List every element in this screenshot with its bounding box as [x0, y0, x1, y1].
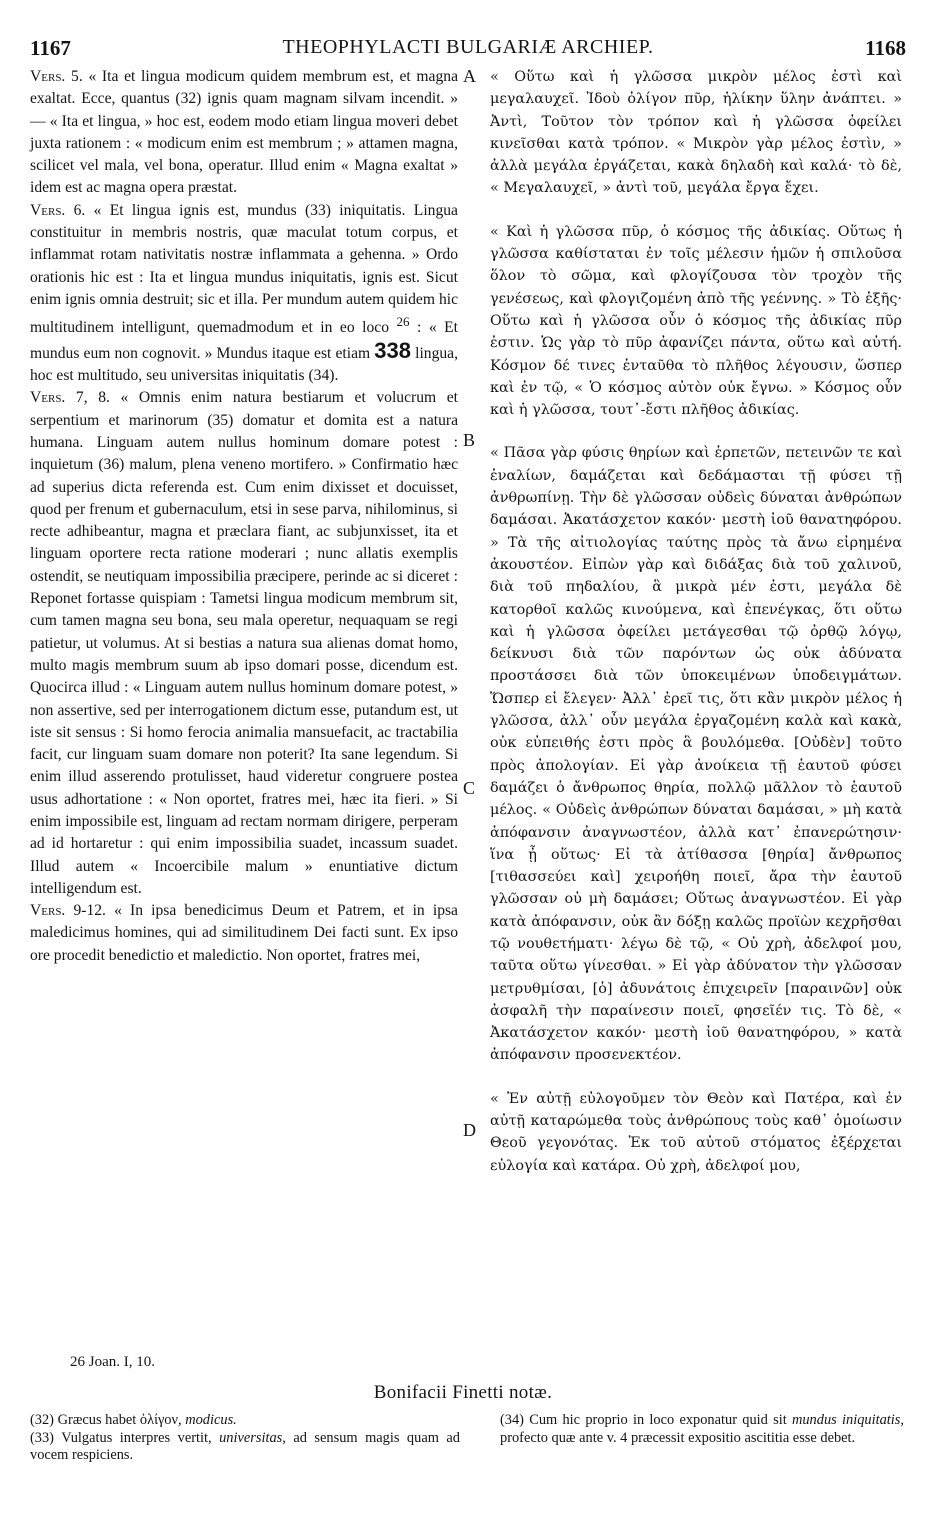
greek-paragraph: « Οὕτω καὶ ἡ γλῶσσα μικρὸν μέλος ἐστὶ καὶ μεγαλαυχεῖ. Ἰδοὺ ὀλίγον πῦρ, ἡλίκην ὕλην ἀνάπτει. » Ἀντὶ, Τοῦτον τὸν τρόπον καὶ ἡ γλῶσσα ὀφείλει κινεῖσθαι κατὰ τρόπον. « Μικρὸν γὰρ μέλος ἐστὶν, » ἀλλὰ μεγάλα ἐργάζεται, κακὰ δηλαδὴ καὶ καλά· τὸ δὲ, « Μεγαλαυχεῖ, » ἀντὶ τοῦ, μεγάλα ἔργα ἔχει.	[490, 69, 902, 197]
latin-column	[30, 66, 458, 967]
note-text: (32) Græcus habet	[30, 1412, 140, 1428]
latin-paragraph	[30, 66, 458, 200]
greek-paragraph: « Καὶ ἡ γλῶσσα πῦρ, ὁ κόσμος τῆς ἀδικίας. Οὕτως ἡ γλῶσσα καθίσταται ἐν τοῖς μέλεσιν ἡμῶν ἡ σπιλοῦσα ὅλον τὸ σῶμα, καὶ φλογίζουσα τὸν τροχὸν τῆς γενέσεως, καὶ φλογιζομένη ἀπὸ τῆς γεέννης. » Τὸ ἑξῆς· Οὕτω καὶ ἡ γλῶσσα οὖν ὁ κόσμος τῆς ἀδικίας πῦρ ἐστιν. Ὡς γὰρ τὸ πῦρ ἀφανίζει πάντα, οὕτω καὶ αὐτή. Κόσμον δέ τινες ἐνταῦθα τὸ πλῆθος λέγουσιν, ὥσπερ καὶ ἐν τῷ, « Ὁ κόσμος αὐτὸν οὐκ ἔγνω. » Κόσμος οὖν καὶ ἡ γλῶσσα, τουτ᾽-ἔστι πλῆθος ἀδικίας.	[490, 223, 902, 419]
note-greek-word: ὀλίγον	[139, 1412, 179, 1428]
verse-ref: Vers. 9-12.	[30, 902, 106, 920]
greek-column	[490, 66, 902, 1198]
margin-letter-c: C	[463, 778, 476, 798]
latin-text: « Et lingua ignis est, mundus (33) iniquitatis. Lingua constituitur in membris nostris, quæ maculat totum corpus, et inflammat rotam nativitatis nostræ inflammata a gehenna. » Ordo orationis hic est : Ita et lingua mundus iniquitatis, ignis est. Sicut enim ignis omnia destruit; sic et illa. Per mundum autem quidem hic multitudinem intelligunt, quemadmodum et in eo loco	[30, 201, 458, 337]
note-emphasis: universitas	[219, 1429, 283, 1446]
verse-ref: Vers. 7, 8.	[30, 389, 110, 407]
margin-letter-b: B	[463, 430, 476, 450]
greek-paragraph: « Ἐν αὐτῇ εὐλογοῦμεν τὸν Θεὸν καὶ Πατέρα, καὶ ἐν αὐτῇ καταρώμεθα τοὺς ἀνθρώπους τοὺς καθ᾽ ὁμοίωσιν Θεοῦ γεγονότας. Ἐκ τοῦ αὐτοῦ στόματος ἐξέρχεται εὐλογία καὶ κατάρα. Οὐ χρὴ, ἀδελφοί μου,	[490, 1090, 902, 1174]
margin-letter-a: A	[463, 66, 476, 86]
note-34	[500, 1412, 904, 1447]
verse-ref: Vers. 6.	[30, 201, 86, 219]
note-32	[30, 1412, 460, 1430]
latin-text: « Omnis enim natura bestiarum et volucrum et serpentium et marinorum (35) domatur et domita est a natura humana. Linguam autem nullus hominum domare potest : inquietum (36) malum, plena veneno mortifero. » Confirmatio hæc ad superius dicta referenda est. Cum enim dixisset et docuisset, quod per frenum et gubernaculum, etsi in sese parva, nihilominus, si recte adhibeantur, magna et præclara fiant, ac subjunxisset, ita et linguam oportere recta ratione moderari ; nunc allatis exemplis ostendit, se neutiquam impossibilia præcipere, perinde ac si diceret : Reponet fortasse quispiam : Tametsi lingua modicum membrum sit, cum tamen magna seu bona, seu mala operetur, nequaquam se regi patietur, ut volumus. At si bestias a natura sua alienas domat homo, multo magis membrum suum ab ipso domari posse, dicendum est. Quocirca illud : « Linguam autem nullus hominum domare potest, » non assertive, sed per interrogationem dictum esse, putandum est, ut iste sit sensus : Si homo ferocia animalia mansuefacit, ac tractabilia facit, cur linguam suam domare non poterit? Ita sane legendum. Si enim illud asserendo protulisset, haud videretur congruere postea usus adhortatione : « Non oportet, fratres mei, hæc ita fieri. » Si enim impossibile est, linguam ad rectam normam dirigere, perperam ad id hortaretur : qui enim impossibilia suadet, incassum suadet. Illud autem « Incoercibile malum » enuntiative dictum intelligendum est.	[30, 389, 458, 897]
note-33	[30, 1430, 460, 1465]
running-header	[30, 32, 906, 66]
latin-text: « In ipsa benedicimus Deum et Patrem, et in ipsa maledicimus homines, qui ad similitudinem Dei facti sunt. Ex ipso ore procedit benedictio et maledictio. Non oportet, fratres mei,	[30, 902, 458, 964]
notes-heading: Bonifacii Finetti notæ.	[373, 1382, 553, 1403]
verse-ref: Vers. 5.	[30, 68, 83, 85]
column-number-left: 1167	[30, 36, 71, 60]
greek-paragraph: « Πᾶσα γὰρ φύσις θηρίων καὶ ἑρπετῶν, πετεινῶν τε καὶ ἐναλίων, δαμάζεται καὶ δεδάμασται τῇ φύσει τῇ ἀνθρωπίνῃ. Τὴν δὲ γλῶσσαν οὐδεὶς δύναται ἀνθρώπων δαμάσαι. Ἀκατάσχετον κακόν· μεστὴ ἰοῦ θανατηφόρου. » Τὰ τῆς αἰτιολογίας ταύτης πρὸς τὰ ἄνω εἰρημένα ἀκουστέον. Εἰπὼν γὰρ καὶ διδάξας διὰ τοῦ χαλινοῦ, διὰ τοῦ πηδαλίου, ἃ μικρὰ μέν ἐστι, μεγάλα δὲ κατορθοῖ καλῶς κινούμενα, καὶ ἐπενέγκας, ὅτι οὕτω καὶ ἡ γλῶσσα ὀφείλει μετάγεσθαι τῷ ὀρθῷ λόγῳ, δείκνυσι διὰ τῶν παρόντων ὡς οὐκ ἀδύνατα προστάσσει διὰ τῶν ὑποκειμένων ὑποδειγμάτων. Ὥσπερ εἰ ἔλεγεν· Ἀλλ᾽ ἐρεῖ τις, ὅτι κἂν μικρὸν μέλος ἡ γλῶσσα, ἀλλ᾽ οὖν μεγάλα ἐργαζομένη καλὰ καὶ κακὰ, οὐκ εὐπειθής ἐστι πρὸς ἃ βουλόμεθα. [Οὐδὲν] τοῦτο πρὸς ἀπολογίαν. Εἰ γὰρ ἀνοίκεια τῇ ἑαυτοῦ φύσει δαμάζει ὁ ἄνθρωπος θηρία, πολλῷ μᾶλλον τὸ ἑαυτοῦ μέλος. « Οὐδεὶς ἀνθρώπων δύναται δαμάσαι, » μὴ κατὰ ἀπόφανσιν ἀναγνωστέον, ἀλλὰ κατ᾽ ἐπανερώτησιν· ἵνα ᾖ οὕτως· Εἰ τὰ ἀτίθασσα [θηρία] ἄνθρωπος [τιθασσεύει καὶ] χειροήθη ποιεῖ, ἄρα τὴν ἑαυτοῦ γλῶσσαν οὐ μὴ δαμάσει; Οὕτως ἀναγνωστέον. Εἰ γὰρ κατὰ ἀπόφανσιν, οὐκ ἂν δόξῃ καλῶς προϊὼν κεχρῆσθαι τῷ νουθετήματι· λέγω δὲ τῷ, « Οὐ χρὴ, ἀδελφοί μου, ταῦτα οὕτω γίνεσθαι. » Εἰ γὰρ ἀδύνατον τὴν γλῶσσαν μετρυθμίσαι, [ὁ] ἀδυνάτοις ἐπιχειρεῖν [παραινῶν] οὐκ ἀσφαλῆ τὴν παραίνεσιν ποιεῖ, φησεῖέν τις. Τὸ δὲ, « Ἀκατάσχετον κακόν· μεστὴ ἰοῦ θανατηφόρου, » κατὰ ἀπόφανσιν προσενεκτέον.	[490, 445, 902, 1064]
margin-letter-d: D	[463, 1120, 476, 1140]
latin-text: : « Et mundus eum non cognovit. » Mundus itaque est etiam	[30, 319, 458, 362]
latin-paragraph	[30, 387, 458, 900]
latin-text: « Ita et lingua modicum quidem membrum est, et magna exaltat. Ecce, quantus (32) ignis quam magnam silvam incendit. » — « Ita et lingua, » hoc est, eodem modo etiam lingua moveri debet juxta rationem : « modicum enim est membrum ; » attamen magna, scilicet vel mala, vel bona, operatur. Illud enim « Magna exaltat » idem est ac magna opera præstat.	[30, 68, 458, 197]
latin-text: lingua, hoc est multitudo, seu universitas iniquitatis (34).	[30, 344, 458, 385]
inline-page-number: 338	[374, 337, 411, 363]
note-emphasis: mundus iniquitatis	[791, 1412, 901, 1428]
footnote-citation: 26 Joan. I, 10.	[70, 1354, 155, 1370]
running-title: THEOPHYLACTI BULGARIÆ ARCHIEP.	[282, 36, 654, 58]
notes-right-column	[500, 1412, 904, 1447]
footnote-marker: 26	[396, 314, 410, 330]
column-number-right: 1168	[865, 36, 906, 60]
note-text: , profecto quæ ante v. 4 præcessit expositio ascititia esse debet.	[500, 1412, 904, 1446]
note-text: (34) Cum hic proprio in loco exponatur quid sit	[500, 1412, 792, 1428]
note-text: , modicus.	[178, 1412, 237, 1428]
note-text: , ad sensum magis quam ad vocem respiciens.	[30, 1429, 460, 1463]
note-text: (33) Vulgatus interpres vertit,	[30, 1429, 220, 1446]
latin-paragraph	[30, 900, 458, 967]
latin-paragraph	[30, 200, 458, 388]
notes-left-column	[30, 1412, 460, 1465]
